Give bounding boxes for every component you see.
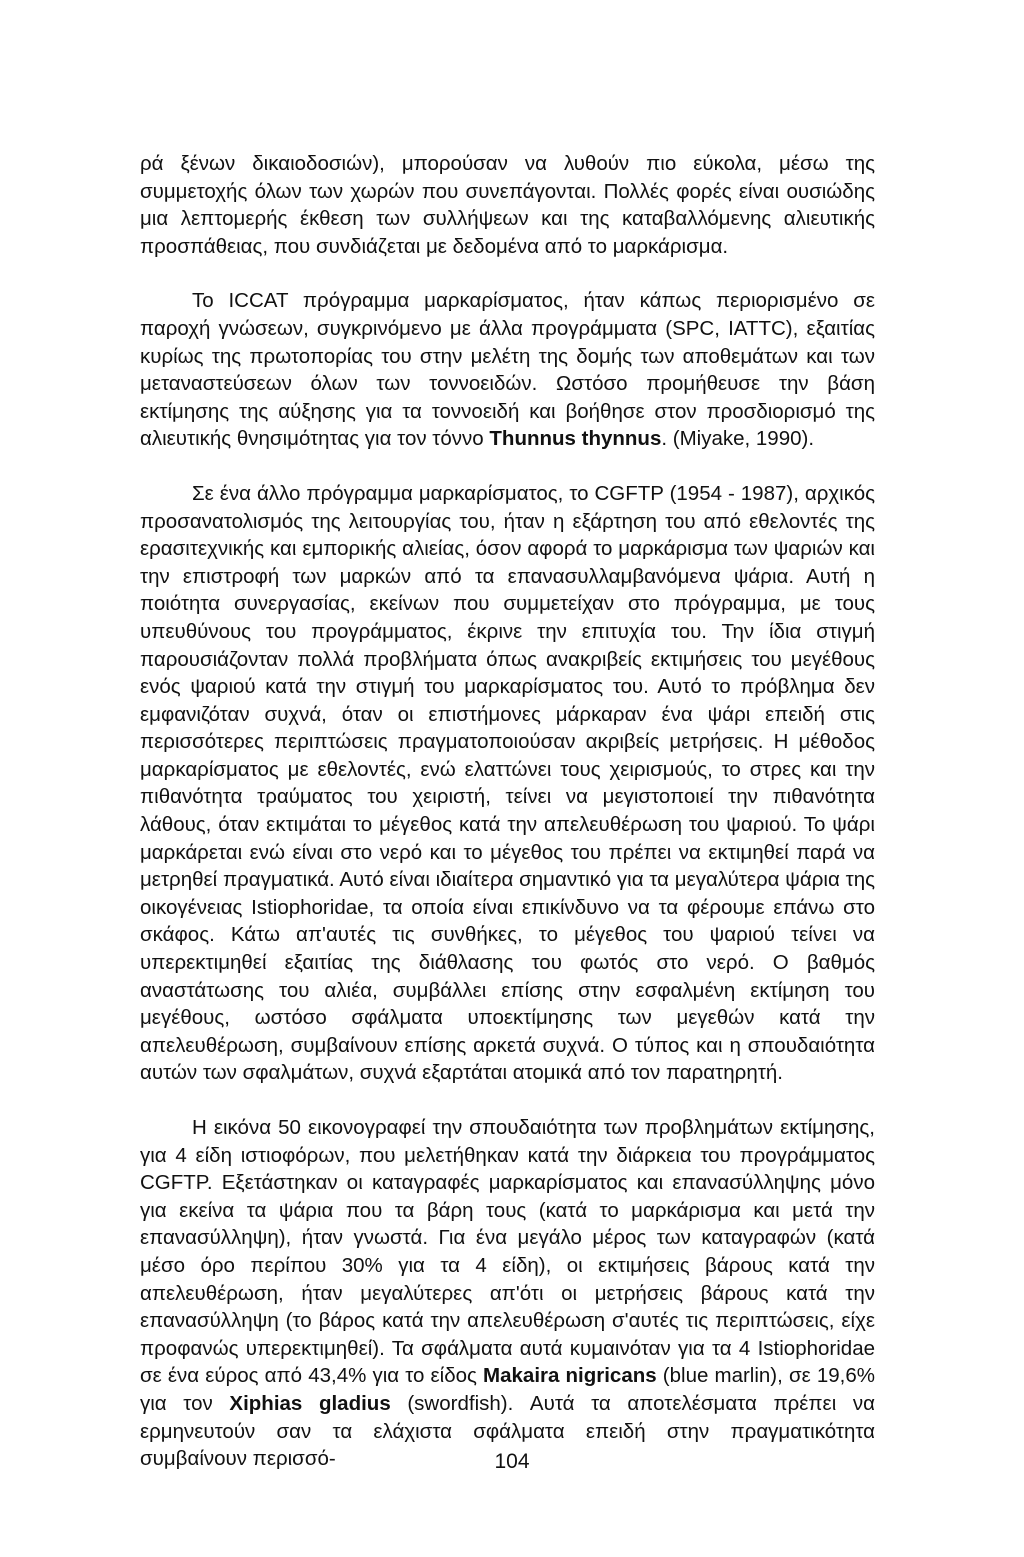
paragraph-2 [140,287,875,453]
paragraph-3-text: Σε ένα άλλο πρόγραμμα μαρκαρίσματος, το CGFTP (1954 - 1987), αρχικός προσανατολισμός της λειτουργίας του, ήταν η εξάρτηση του από εθελοντές της ερασιτεχνικής και εμπορικής αλιείας, όσον αφορά το μαρκάρισμα των ψαριών και την επιστροφή των μαρκών από τα επανασυλλαμβανόμενα ψάρια. Αυτή η ποιότητα συνεργασίας, εκείνων που συμμετείχαν στο πρόγραμμα, με τους υπευθύνους του προγράμματος, έκρινε την επιτυχία του. Την ίδια στιγμή παρουσιάζονταν πολλά προβλήματα όπως ανακριβείς εκτιμήσεις του μεγέθους ενός ψαριού κατά την στιγμή του μαρκαρίσματος του. Αυτό το πρόβλημα δεν εμφανιζόταν συχνά, όταν οι επιστήμονες μάρκαραν ένα ψάρι επειδή στις περισσότερες περιπτώσεις πραγματοποιούσαν ακριβείς μετρήσεις. Η μέθοδος μαρκαρίσματος με εθελοντές, ενώ ελαττώνει τους χειρισμούς, το στρες και την πιθανότητα τραύματος του χειριστή, τείνει να μεγιστοποιεί την πιθανότητα λάθους, όταν εκτιμάται το μέγεθος κατά την απελευθέρωση του ψαριού. Το ψάρι μαρκάρεται ενώ είναι στο νερό και το μέγεθος του πρέπει να εκτιμηθεί παρά να μετρηθεί πραγματικά. Αυτό είναι ιδιαίτερα σημαντικό για τα μεγαλύτερα ψάρια της οικογένειας Istiophoridae, τα οποία είναι επικίνδυνο να τα φέρουμε επάνω στο σκάφος. Κάτω απ'αυτές τις συνθήκες, το μέγεθος του ψαριού τείνει να υπερεκτιμηθεί εξαιτίας της διάθλασης του φωτός στο νερό. Ο βαθμός αναστάτωσης του αλιέα, συμβάλλει επίσης στην εσφαλμένη εκτίμηση του μεγέθους, ωστόσο σφάλματα υποεκτίμησης των μεγεθών κατά την απελευθέρωση, συμβαίνουν επίσης αρκετά συχνά. Ο τύπος και η σπουδαιότητα αυτών των σφαλμάτων, συχνά εξαρτάται ατομικά από τον παρατηρητή. [140,481,875,1085]
species-name-thunnus-thynnus: Thunnus thynnus [489,427,662,451]
page-number: 104 [494,1450,530,1473]
species-name-xiphias-gladius: Xiphias gladius [229,1391,391,1415]
paragraph-4 [140,1114,875,1473]
paragraph-4-text-a: Η εικόνα 50 εικονογραφεί την σπουδαιότητα των προβλημάτων εκτίμησης, για 4 είδη ιστιοφόρων, που μελετήθηκαν κατά την διάρκεια του προγράμματος CGFTP. Εξετάστηκαν οι καταγραφές μαρκαρίσματος και επανασύλληψης μόνο για εκείνα τα ψάρια που τα βάρη τους (κατά το μαρκάρισμα και μετά την επανασύλληψη), ήταν γνωστά. Για ένα μεγάλο μέρος των καταγραφών (κατά μέσο όρο περίπου 30% για τα 4 είδη), οι εκτιμήσεις βάρους κατά την απελευθέρωση, ήταν μεγαλύτερες απ'ότι οι μετρήσεις βάρους κατά την επανασύλληψη (το βάρος κατά την απελευθέρωση σ'αυτές τις περιπτώσεις, είχε προφανώς υπερεκτιμηθεί). Τα σφάλματα αυτά κυμαινόταν για τα 4 Istiophoridae σε ένα εύρος από 43,4% για το είδος [140,1116,875,1388]
paragraph-1-text: ρά ξένων δικαιοδοσιών), μπορούσαν να λυθούν πιο εύκολα, μέσω της συμμετοχής όλων των χωρών που συνεπάγονται. Πολλές φορές είναι ουσιώδης μια λεπτομερής έκθεση των συλλήψεων και της καταβαλλόμενης αλιευτικής προσπάθειας, που συνδιάζεται με δεδομένα από το μαρκάρισμα. [140,152,875,258]
paragraph-2-text-a: Το ICCAT πρόγραμμα μαρκαρίσματος, ήταν κάπως περιορισμένο σε παροχή γνώσεων, συγκρινόμενο με άλλα προγράμματα (SPC, IATTC), εξαιτίας κυρίως της πρωτοπορίας του στην μελέτη της δομής των αποθεμάτων και των μεταναστεύσεων όλων των τοννοειδών. Ωστόσο προμήθευσε την βάση εκτίμησης της αύξησης για τα τοννοειδή και βοήθησε στον προσδιορισμό της αλιευτικής θνησιμότητας για τον τόννο [140,289,875,451]
paragraph-1 [140,150,875,260]
paragraph-2-text-b: . (Miyake, 1990). [661,427,815,451]
paragraph-4-text-b: (blue marlin), σε 19,6% για τον [140,1364,875,1415]
species-name-makaira-nigricans: Makaira nigricans [483,1364,657,1388]
document-page [140,150,875,1500]
paragraph-3 [140,480,875,1087]
paragraph-4-text-c: (swordfish). Αυτά τα αποτελέσματα πρέπει να ερμηνευτούν σαν τα ελάχιστα σφάλματα επειδή στην πραγματικότητα συμβαίνουν περισσό- [140,1391,875,1471]
